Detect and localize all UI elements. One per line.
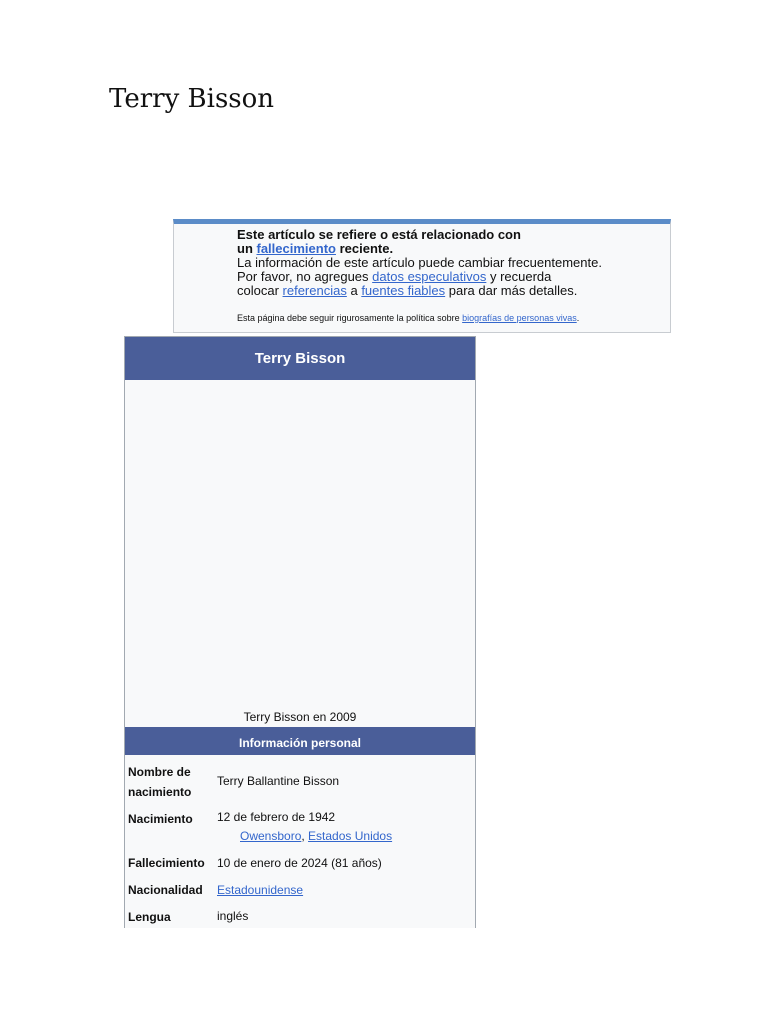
value-nombre-de-nacimiento: Terry Ballantine Bisson	[217, 774, 340, 788]
infobox-image-area	[125, 380, 475, 708]
notice-line-4-suffix: y recuerda	[486, 269, 552, 284]
notice-line-5-suffix: para dar más detalles.	[445, 283, 578, 298]
fuentes-fiables-link[interactable]: fuentes fiables	[361, 283, 446, 298]
value-fallecimiento: 10 de enero de 2024 (81 años)	[217, 856, 382, 870]
infobox	[124, 336, 476, 928]
owensboro-link[interactable]: Owensboro	[240, 829, 302, 843]
notice-line-3: La información de este artículo puede cambiar frecuentemente.	[237, 255, 602, 270]
label-lengua: Lengua	[128, 910, 171, 924]
estados-unidos-link[interactable]: Estados Unidos	[308, 829, 393, 843]
infobox-section-header: Información personal	[125, 727, 475, 755]
value-lugar-nacimiento	[240, 826, 392, 846]
recent-death-notice	[173, 219, 671, 333]
notice-body	[237, 228, 602, 298]
fallecimiento-link[interactable]: fallecimiento	[256, 241, 336, 256]
infobox-image-caption: Terry Bisson en 2009	[243, 710, 357, 724]
notice-policy-note	[237, 313, 579, 323]
value-nacimiento: 12 de febrero de 1942	[217, 810, 336, 824]
notice-policy-prefix: Esta página debe seguir rigurosamente la política sobre	[237, 313, 463, 323]
infobox-heading: Terry Bisson	[125, 337, 475, 380]
notice-line-5-mid: a	[346, 283, 362, 298]
notice-line-2	[237, 242, 602, 256]
label-nacimiento: Nacimiento	[128, 812, 193, 826]
biografias-link[interactable]: biografías de personas vivas	[462, 313, 577, 323]
label-fallecimiento: Fallecimiento	[128, 856, 205, 870]
label-nacionalidad: Nacionalidad	[128, 883, 203, 897]
notice-line-4-prefix: Por favor, no agregues	[237, 269, 373, 284]
notice-line-4	[237, 270, 602, 284]
page-title: Terry Bisson	[109, 84, 275, 114]
label-nombre-de-nacimiento: Nombre de nacimiento	[128, 765, 192, 799]
notice-line-5	[237, 284, 602, 298]
notice-policy-suffix: .	[576, 313, 580, 323]
notice-line-5-prefix: colocar	[237, 283, 283, 298]
notice-line-2-suffix: reciente.	[335, 241, 394, 256]
place-separator: ,	[301, 829, 309, 843]
notice-line-1: Este artículo se refiere o está relacionado con	[237, 227, 521, 242]
value-lengua: inglés	[217, 909, 249, 923]
estadounidense-link[interactable]: Estadounidense	[217, 883, 304, 897]
referencias-link[interactable]: referencias	[282, 283, 347, 298]
datos-especulativos-link[interactable]: datos especulativos	[372, 269, 487, 284]
notice-line-2-prefix: un	[237, 241, 257, 256]
